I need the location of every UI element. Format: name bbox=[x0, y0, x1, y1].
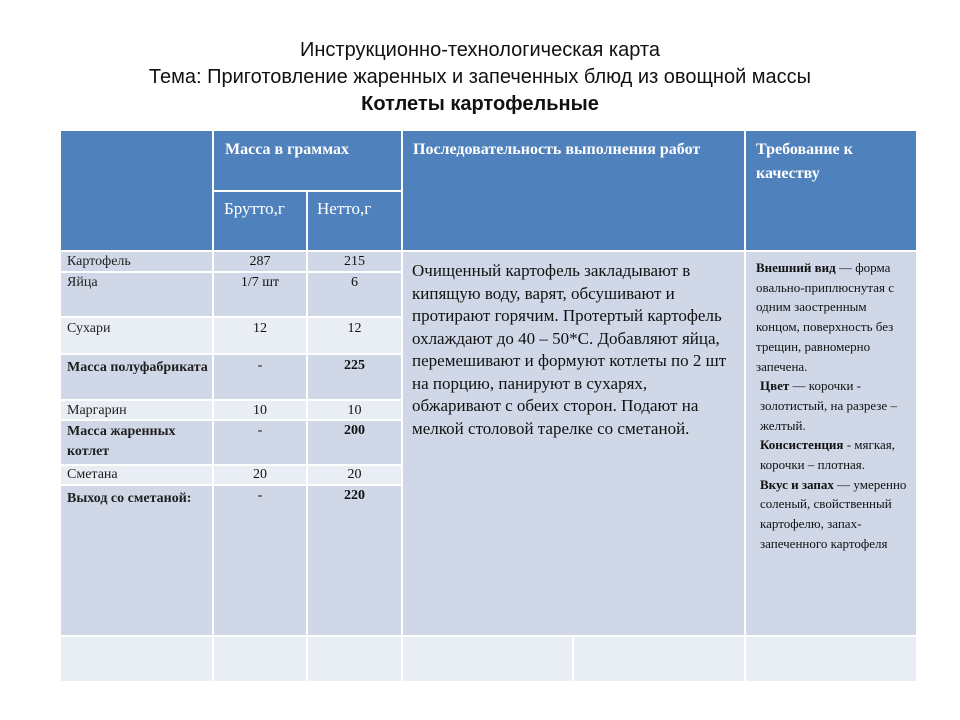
row-brutto-cell bbox=[214, 318, 306, 353]
row-netto-cell bbox=[308, 421, 401, 464]
row-name-cell bbox=[61, 401, 212, 419]
row-name-cell bbox=[61, 355, 212, 399]
ingredient-name: Выход со сметаной: bbox=[67, 491, 192, 506]
quality-appearance-label: Внешний вид bbox=[756, 260, 836, 275]
row-netto-cell bbox=[308, 252, 401, 271]
brutto-value: 20 bbox=[253, 467, 267, 482]
ingredient-name: Картофель bbox=[67, 254, 131, 269]
title-block bbox=[0, 37, 960, 118]
row-name-cell bbox=[61, 466, 212, 484]
netto-value: 220 bbox=[344, 488, 365, 503]
header-netto-cell bbox=[308, 192, 401, 250]
brutto-value: - bbox=[257, 423, 263, 438]
row-name-cell bbox=[61, 318, 212, 353]
row-brutto-cell bbox=[214, 252, 306, 271]
ingredient-name: Масса жаренных котлет bbox=[67, 424, 176, 459]
row-netto-cell bbox=[308, 486, 401, 635]
row-netto-cell bbox=[308, 355, 401, 399]
netto-value: 200 bbox=[344, 423, 365, 438]
empty-cell bbox=[61, 637, 212, 681]
netto-value: 6 bbox=[351, 275, 358, 290]
quality-appearance-text: — форма овально-приплюснутая с одним заостренным концом, поверхность без трещин, равномерно запечена. bbox=[756, 260, 894, 374]
brutto-value: 10 bbox=[253, 403, 267, 418]
quality-color-label: Цвет bbox=[760, 378, 790, 394]
empty-cell bbox=[574, 637, 744, 681]
brutto-value: 12 bbox=[253, 321, 267, 336]
header-sequence-cell bbox=[403, 131, 744, 250]
header-requirement-label: Требование к качеству bbox=[756, 141, 853, 182]
empty-cell bbox=[308, 637, 401, 681]
header-mass-cell bbox=[214, 131, 401, 190]
header-sequence-label: Последовательность выполнения работ bbox=[413, 141, 701, 158]
sequence-cell bbox=[403, 252, 744, 635]
header-brutto-cell bbox=[214, 192, 306, 250]
quality-consistency-text: - мягкая, корочки – плотная. bbox=[760, 437, 895, 473]
requirement-cell bbox=[746, 252, 916, 635]
brutto-value: 287 bbox=[249, 254, 271, 269]
row-netto-cell bbox=[308, 466, 401, 484]
row-netto-cell bbox=[308, 401, 401, 419]
header-mass-label: Масса в граммах bbox=[225, 141, 349, 158]
netto-value: 10 bbox=[347, 403, 362, 418]
quality-color bbox=[756, 376, 910, 435]
empty-cell bbox=[403, 637, 572, 681]
row-name-cell bbox=[61, 486, 212, 635]
brutto-value: - bbox=[257, 358, 263, 373]
header-requirement-cell bbox=[746, 131, 916, 250]
ingredient-name: Маргарин bbox=[67, 403, 127, 418]
row-name-cell bbox=[61, 421, 212, 464]
quality-consistency bbox=[756, 435, 910, 474]
empty-cell bbox=[214, 637, 306, 681]
row-brutto-cell bbox=[214, 355, 306, 399]
ingredient-name: Яйца bbox=[67, 275, 98, 290]
brutto-value: - bbox=[257, 488, 263, 503]
row-netto-cell bbox=[308, 318, 401, 353]
ingredient-name: Сметана bbox=[67, 467, 118, 482]
quality-taste-text: — умеренно соленый, свойственный картофелю, запах- запеченного картофеля bbox=[760, 476, 907, 551]
header-netto-label: Нетто,г bbox=[317, 199, 372, 218]
row-brutto-cell bbox=[214, 421, 306, 464]
document-title: Инструкционно-технологическая карта bbox=[300, 39, 660, 61]
netto-value: 215 bbox=[344, 254, 365, 269]
netto-value: 20 bbox=[347, 467, 362, 482]
header-corner-cell bbox=[61, 131, 212, 250]
quality-taste bbox=[756, 475, 910, 554]
row-name-cell bbox=[61, 273, 212, 316]
sequence-text: Очищенный картофель закладывают в кипящую воду, варят, обсушивают и протирают горячим. Протертый картофель охлаждают до 40 – 50*С. Добавляют яйца, перемешивают и формуют котлеты по 2 шт на порцию, панируют в сухарях, обжаривают с обеих сторон. Подают на мелкой столовой тарелке со сметаной. bbox=[412, 261, 727, 438]
row-brutto-cell bbox=[214, 486, 306, 635]
row-brutto-cell bbox=[214, 466, 306, 484]
brutto-value: 1/7 шт bbox=[240, 275, 280, 290]
quality-color-text: — корочки - золотистый, на разрезе – желтый. bbox=[760, 378, 897, 433]
ingredient-name: Сухари bbox=[67, 321, 111, 336]
row-brutto-cell bbox=[214, 273, 306, 316]
quality-taste-label: Вкус и запах bbox=[760, 476, 834, 492]
header-brutto-label: Брутто,г bbox=[224, 199, 285, 218]
row-brutto-cell bbox=[214, 401, 306, 419]
netto-value: 12 bbox=[347, 321, 362, 336]
ingredient-name: Масса полуфабриката bbox=[67, 360, 208, 375]
row-netto-cell bbox=[308, 273, 401, 316]
empty-cell bbox=[746, 637, 916, 681]
quality-appearance bbox=[756, 258, 910, 376]
netto-value: 225 bbox=[344, 358, 365, 373]
topic-title: Тема: Приготовление жаренных и запеченных блюд из овощной массы bbox=[148, 66, 812, 88]
dish-title: Котлеты картофельные bbox=[361, 93, 599, 115]
row-name-cell bbox=[61, 252, 212, 271]
quality-consistency-label: Консистенция bbox=[760, 437, 844, 453]
